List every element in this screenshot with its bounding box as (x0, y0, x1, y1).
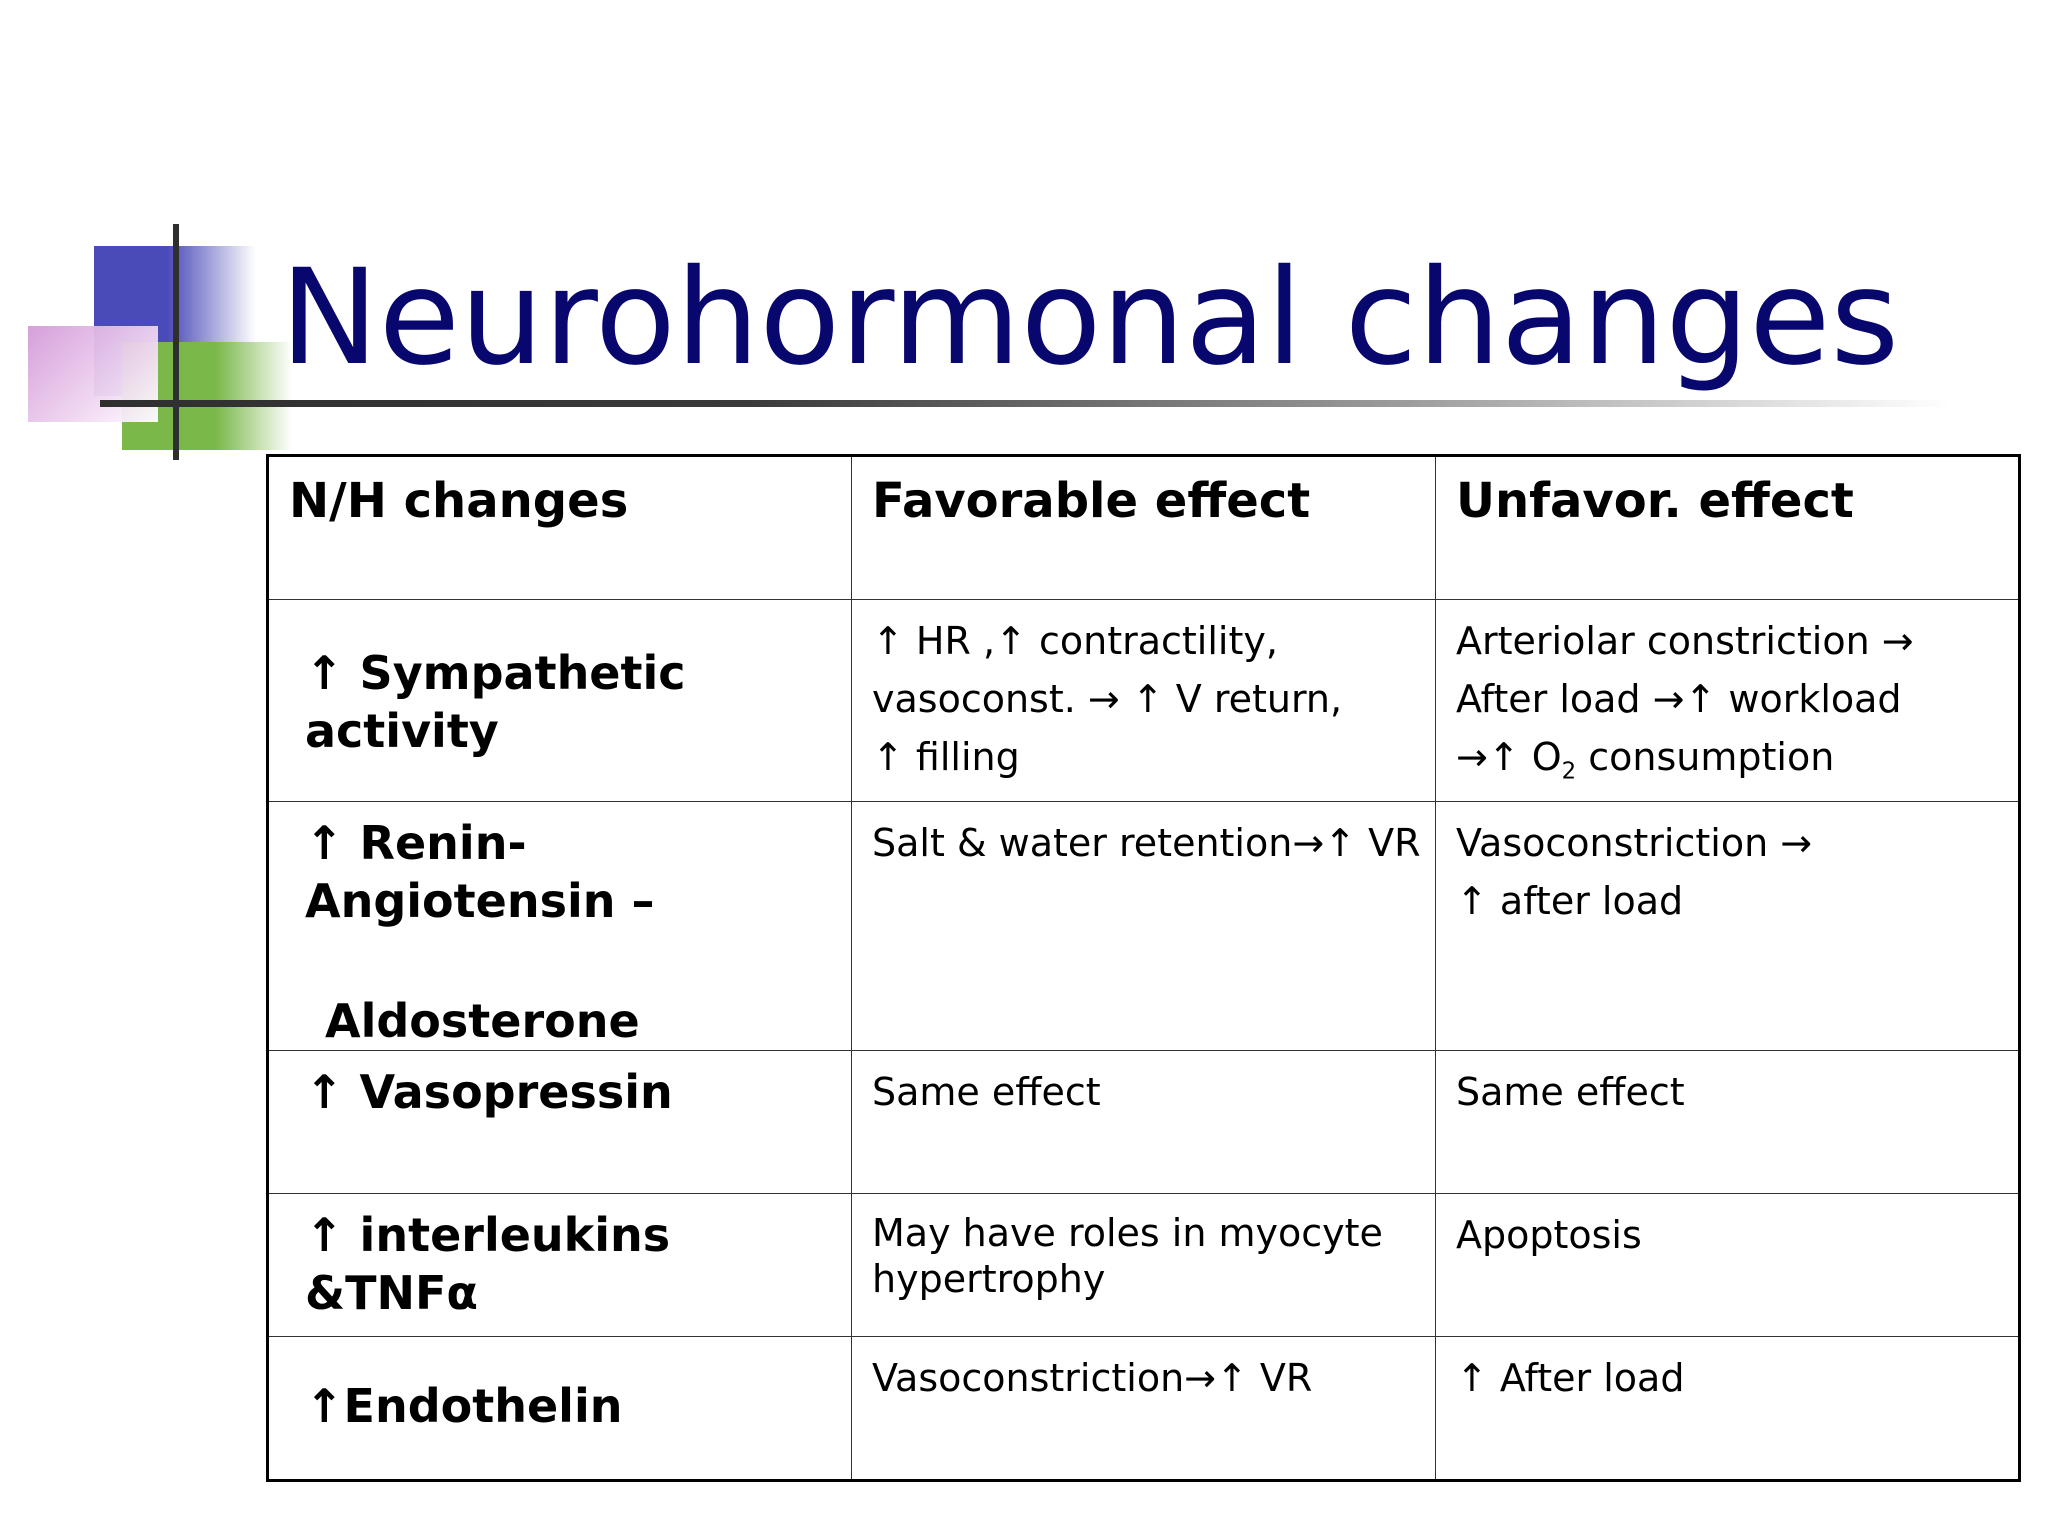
favorable-cell (852, 1336, 1436, 1480)
subscript: 2 (1561, 758, 1577, 785)
change-cell (268, 1050, 852, 1193)
table-row (268, 801, 2020, 1050)
unfavorable-text: consumption (1576, 735, 1835, 779)
favorable-text: May have roles in myocyte hypertrophy (872, 1210, 1383, 1301)
table-row (268, 1336, 2020, 1480)
change-cell (268, 801, 852, 1050)
change-name: ↑ Vasopressin (305, 1064, 673, 1119)
unfavorable-cell (1436, 1193, 2020, 1336)
table-row (268, 600, 2020, 802)
title-underline (100, 400, 1950, 407)
unfavorable-line: ↑ after load (1456, 878, 1684, 923)
slide-title: Neurohormonal changes (280, 241, 1900, 395)
unfavorable-line: Same effect (1456, 1069, 1685, 1114)
unfavorable-text: →↑ O (1456, 735, 1562, 779)
change-name: ↑ interleukins &TNFα (305, 1207, 671, 1320)
favorable-cell (852, 600, 1436, 802)
unfavorable-line (1456, 728, 1998, 801)
header-favorable: Favorable effect (872, 473, 1311, 529)
unfavorable-cell (1436, 1050, 2020, 1193)
favorable-line: vasoconst. → ↑ V return, (872, 677, 1343, 721)
header-cell (268, 456, 852, 600)
favorable-line: ↑ HR ,↑ contractility, (872, 619, 1278, 663)
unfavorable-line: Arteriolar constriction → (1456, 619, 1914, 663)
table-row (268, 1050, 2020, 1193)
unfavorable-cell (1436, 600, 2020, 802)
change-cell (268, 1193, 852, 1336)
favorable-cell (852, 1050, 1436, 1193)
favorable-line: Salt & water retention→↑ VR (872, 820, 1421, 865)
logo-vertical-line (173, 224, 179, 460)
change-name: ↑ Renin-Angiotensin – (305, 815, 655, 928)
table-row (268, 1193, 2020, 1336)
change-name: ↑Endothelin (305, 1378, 623, 1433)
favorable-line: Vasoconstriction→↑ VR (872, 1355, 1313, 1400)
favorable-line: ↑ filling (872, 735, 1020, 779)
change-cell (268, 600, 852, 802)
change-name-continued: Aldosterone (325, 993, 640, 1048)
header-cell (852, 456, 1436, 600)
header-cell (1436, 456, 2020, 600)
neurohormonal-table (266, 454, 2021, 1482)
table-header-row (268, 456, 2020, 600)
unfavorable-cell (1436, 801, 2020, 1050)
favorable-cell (852, 1193, 1436, 1336)
header-nh-changes: N/H changes (289, 473, 629, 529)
header-unfavorable: Unfavor. effect (1456, 473, 1854, 529)
change-cell (268, 1336, 852, 1480)
unfavorable-line: Apoptosis (1456, 1212, 1642, 1257)
favorable-cell (852, 801, 1436, 1050)
unfavorable-line: ↑ After load (1456, 1355, 1685, 1400)
logo-square-pink (28, 326, 158, 422)
unfavorable-line: Vasoconstriction → (1456, 820, 1813, 865)
favorable-line: Same effect (872, 1069, 1101, 1114)
unfavorable-cell (1436, 1336, 2020, 1480)
unfavorable-line: After load →↑ workload (1456, 677, 1902, 721)
change-name: ↑ Sympathetic activity (305, 646, 686, 758)
